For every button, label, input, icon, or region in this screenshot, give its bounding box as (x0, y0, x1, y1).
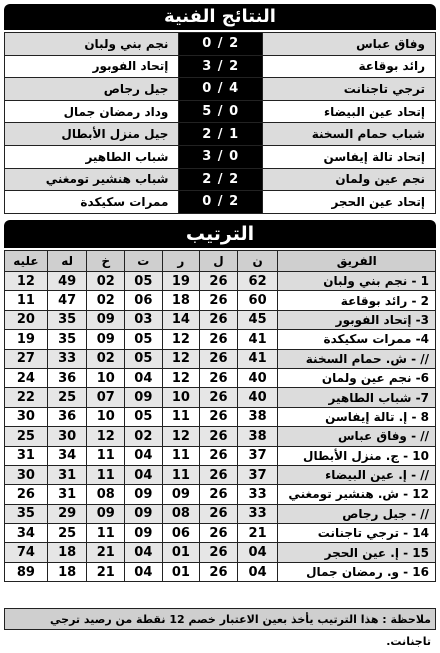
header-team: الفريق (278, 251, 436, 272)
standings-pts: 37 (237, 465, 278, 484)
standings-pts: 62 (237, 272, 278, 291)
standings-ga: 89 (5, 562, 48, 581)
standings-played: 26 (200, 465, 238, 484)
result-score: 2 / 0 (179, 191, 263, 214)
standings-row (5, 349, 436, 368)
standings-pts: 37 (237, 446, 278, 465)
standings-lost: 11 (87, 524, 125, 543)
standings-pts: 41 (237, 349, 278, 368)
standings-row (5, 504, 436, 523)
standings-team: 4- ممرات سكيكدة (278, 330, 436, 349)
standings-ga: 35 (5, 504, 48, 523)
standings-drawn: 03 (125, 310, 163, 329)
result-home: نجم عين ولمان (262, 168, 435, 191)
standings-won: 19 (162, 272, 200, 291)
standings-played: 26 (200, 407, 238, 426)
standings-lost: 09 (87, 504, 125, 523)
standings-ga: 34 (5, 524, 48, 543)
standings-pts: 04 (237, 543, 278, 562)
standings-team: 12 - ش. هنشير تومغني (278, 485, 436, 504)
standings-gf: 18 (47, 562, 87, 581)
result-row (5, 123, 436, 146)
standings-lost: 21 (87, 562, 125, 581)
standings-team: 16 - و. رمضان جمال (278, 562, 436, 581)
standings-lost: 02 (87, 291, 125, 310)
result-away: إتحاد الفوبور (5, 55, 179, 78)
standings-team: 8 - إ. تالة إيفاسن (278, 407, 436, 426)
standings-ga: 27 (5, 349, 48, 368)
standings-lost: 08 (87, 485, 125, 504)
standings-won: 12 (162, 368, 200, 387)
standings-played: 26 (200, 272, 238, 291)
standings-drawn: 04 (125, 543, 163, 562)
standings-gf: 25 (47, 388, 87, 407)
standings-gf: 36 (47, 407, 87, 426)
standings-played: 26 (200, 446, 238, 465)
result-away: جيل منزل الأبطال (5, 123, 179, 146)
standings-gf: 29 (47, 504, 87, 523)
standings-lost: 11 (87, 465, 125, 484)
result-row (5, 100, 436, 123)
standings-pts: 04 (237, 562, 278, 581)
standings-team: 10 - ج. منزل الأبطال (278, 446, 436, 465)
standings-row (5, 465, 436, 484)
standings-drawn: 09 (125, 485, 163, 504)
standings-won: 12 (162, 427, 200, 446)
standings-gf: 18 (47, 543, 87, 562)
standings-drawn: 04 (125, 465, 163, 484)
standings-gf: 35 (47, 310, 87, 329)
standings-won: 08 (162, 504, 200, 523)
standings-lost: 10 (87, 407, 125, 426)
standings-row (5, 543, 436, 562)
standings-team: 2 - رائد بوقاعة (278, 291, 436, 310)
standings-drawn: 04 (125, 368, 163, 387)
standings-drawn: 09 (125, 504, 163, 523)
standings-pts: 40 (237, 368, 278, 387)
standings-team: // - وفاق عباس (278, 427, 436, 446)
standings-won: 11 (162, 446, 200, 465)
standings-row (5, 485, 436, 504)
standings-row (5, 272, 436, 291)
standings-lost: 09 (87, 330, 125, 349)
standings-ga: 25 (5, 427, 48, 446)
standings-team: 3- إتحاد الفوبور (278, 310, 436, 329)
standings-row (5, 427, 436, 446)
standings-pts: 33 (237, 485, 278, 504)
standings-ga: 24 (5, 368, 48, 387)
result-away: شباب الطاهير (5, 145, 179, 168)
results-title: النتائج الفنية (4, 4, 436, 30)
standings-team: 14 - ترجي تاجنانت (278, 524, 436, 543)
result-score: 1 / 2 (179, 123, 263, 146)
standings-pts: 40 (237, 388, 278, 407)
result-home: رائد بوقاعة (262, 55, 435, 78)
standings-lost: 10 (87, 368, 125, 387)
result-row (5, 78, 436, 101)
standings-drawn: 09 (125, 524, 163, 543)
standings-won: 11 (162, 465, 200, 484)
standings-gf: 36 (47, 368, 87, 387)
result-score: 0 / 3 (179, 145, 263, 168)
standings-pts: 38 (237, 427, 278, 446)
result-home: إتحاد عين الحجر (262, 191, 435, 214)
result-away: جيل رجاص (5, 78, 179, 101)
standings-row (5, 524, 436, 543)
standings-lost: 09 (87, 310, 125, 329)
standings-gf: 31 (47, 465, 87, 484)
standings-team: 1 - نجم بني ولبان (278, 272, 436, 291)
standings-gf: 35 (47, 330, 87, 349)
header-pts: ن (237, 251, 278, 272)
standings-played: 26 (200, 310, 238, 329)
result-score: 0 / 5 (179, 100, 263, 123)
standings-gf: 33 (47, 349, 87, 368)
result-score: 2 / 0 (179, 33, 263, 56)
header-ga: عليه (5, 251, 48, 272)
standings-won: 06 (162, 524, 200, 543)
standings-row (5, 446, 436, 465)
result-row (5, 168, 436, 191)
standings-played: 26 (200, 388, 238, 407)
standings-played: 26 (200, 524, 238, 543)
standings-pts: 38 (237, 407, 278, 426)
standings-played: 26 (200, 330, 238, 349)
standings-table (4, 250, 436, 582)
header-won: ر (162, 251, 200, 272)
result-row (5, 191, 436, 214)
standings-won: 01 (162, 543, 200, 562)
result-away: ممرات سكيكدة (5, 191, 179, 214)
standings-gf: 25 (47, 524, 87, 543)
result-home: شباب حمام السخنة (262, 123, 435, 146)
standings-played: 26 (200, 291, 238, 310)
standings-played: 26 (200, 562, 238, 581)
standings-won: 12 (162, 330, 200, 349)
standings-row (5, 407, 436, 426)
standings-row (5, 291, 436, 310)
standings-won: 01 (162, 562, 200, 581)
standings-row (5, 388, 436, 407)
standings-drawn: 05 (125, 407, 163, 426)
result-home: إتحاد تالة إيفاسن (262, 145, 435, 168)
standings-ga: 19 (5, 330, 48, 349)
result-score: 4 / 0 (179, 78, 263, 101)
standings-played: 26 (200, 427, 238, 446)
standings-won: 10 (162, 388, 200, 407)
standings-pts: 45 (237, 310, 278, 329)
standings-ga: 31 (5, 446, 48, 465)
standings-lost: 02 (87, 272, 125, 291)
note: ملاحظة : هذا الترتيب يأخذ بعين الاعتبار خصم 12 نقطة من رصيد ترجي تاجنانت. (4, 608, 436, 630)
standings-team: 7- شباب الطاهير (278, 388, 436, 407)
standings-drawn: 05 (125, 330, 163, 349)
standings-played: 26 (200, 349, 238, 368)
standings-header-row (5, 251, 436, 272)
standings-lost: 21 (87, 543, 125, 562)
standings-ga: 11 (5, 291, 48, 310)
standings-gf: 30 (47, 427, 87, 446)
standings-gf: 34 (47, 446, 87, 465)
standings-pts: 60 (237, 291, 278, 310)
standings-gf: 49 (47, 272, 87, 291)
standings-gf: 31 (47, 485, 87, 504)
standings-drawn: 04 (125, 446, 163, 465)
standings-ga: 22 (5, 388, 48, 407)
standings-team: // - إ. عين البيضاء (278, 465, 436, 484)
standings-ga: 12 (5, 272, 48, 291)
result-away: وداد رمضان جمال (5, 100, 179, 123)
standings-ga: 74 (5, 543, 48, 562)
standings-row (5, 310, 436, 329)
header-lost: خ (87, 251, 125, 272)
standings-lost: 07 (87, 388, 125, 407)
results-table (4, 32, 436, 214)
header-gf: له (47, 251, 87, 272)
standings-won: 14 (162, 310, 200, 329)
standings-drawn: 04 (125, 562, 163, 581)
standings-row (5, 368, 436, 387)
standings-drawn: 06 (125, 291, 163, 310)
standings-played: 26 (200, 368, 238, 387)
standings-pts: 21 (237, 524, 278, 543)
result-away: نجم بني ولبان (5, 33, 179, 56)
standings-pts: 33 (237, 504, 278, 523)
standings-gf: 47 (47, 291, 87, 310)
result-home: ترجي تاجنانت (262, 78, 435, 101)
standings-won: 09 (162, 485, 200, 504)
standings-team: // - ش. حمام السخنة (278, 349, 436, 368)
standings-won: 18 (162, 291, 200, 310)
result-score: 2 / 2 (179, 168, 263, 191)
result-row (5, 55, 436, 78)
standings-lost: 12 (87, 427, 125, 446)
standings-played: 26 (200, 543, 238, 562)
standings-title: الترتيب (4, 220, 436, 248)
standings-drawn: 09 (125, 388, 163, 407)
standings-won: 12 (162, 349, 200, 368)
standings-ga: 26 (5, 485, 48, 504)
standings-drawn: 05 (125, 272, 163, 291)
standings-won: 11 (162, 407, 200, 426)
standings-row (5, 330, 436, 349)
standings-lost: 11 (87, 446, 125, 465)
standings-team: // - جيل رجاص (278, 504, 436, 523)
result-away: شباب هنشير تومغني (5, 168, 179, 191)
standings-ga: 20 (5, 310, 48, 329)
result-row (5, 33, 436, 56)
standings-played: 26 (200, 504, 238, 523)
standings-lost: 02 (87, 349, 125, 368)
standings-pts: 41 (237, 330, 278, 349)
standings-ga: 30 (5, 465, 48, 484)
standings-ga: 30 (5, 407, 48, 426)
standings-team: 6- نجم عين ولمان (278, 368, 436, 387)
result-home: إتحاد عين البيضاء (262, 100, 435, 123)
header-played: ل (200, 251, 238, 272)
standings-drawn: 05 (125, 349, 163, 368)
standings-row (5, 562, 436, 581)
result-score: 2 / 3 (179, 55, 263, 78)
standings-drawn: 02 (125, 427, 163, 446)
result-home: وفاق عباس (262, 33, 435, 56)
standings-played: 26 (200, 485, 238, 504)
result-row (5, 145, 436, 168)
header-drawn: ت (125, 251, 163, 272)
standings-team: 15 - إ. عين الحجر (278, 543, 436, 562)
